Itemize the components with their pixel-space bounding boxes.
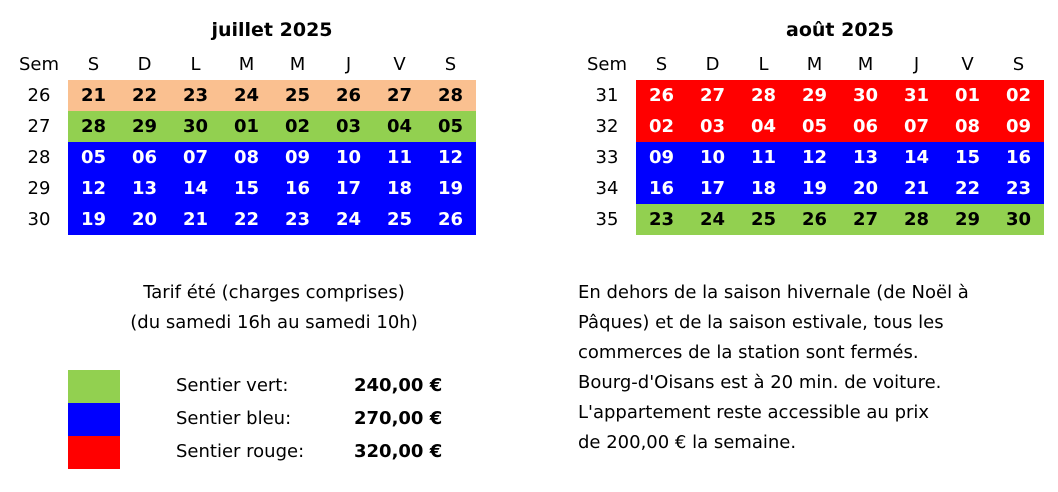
day-cell: 14 bbox=[182, 178, 209, 199]
week-price-band bbox=[636, 142, 1044, 173]
day-cell: 14 bbox=[903, 147, 930, 168]
off-season-note bbox=[578, 278, 1048, 458]
day-cell: 13 bbox=[131, 178, 158, 199]
week-price-band bbox=[68, 204, 476, 235]
day-cell: 29 bbox=[801, 85, 828, 106]
day-cell: 15 bbox=[233, 178, 260, 199]
calendar-title: août 2025 bbox=[786, 19, 894, 41]
week-price-band bbox=[636, 80, 1044, 111]
day-cell: 27 bbox=[386, 85, 413, 106]
day-cell: 19 bbox=[801, 178, 828, 199]
day-cell: 03 bbox=[335, 116, 362, 137]
weekday-label: V bbox=[961, 54, 974, 75]
day-cell: 24 bbox=[335, 209, 362, 230]
calendar-august bbox=[584, 16, 1054, 246]
legend-swatch bbox=[68, 403, 120, 436]
day-cell: 24 bbox=[233, 85, 260, 106]
week-number: 28 bbox=[27, 147, 51, 168]
week-price-band bbox=[68, 80, 476, 111]
week-price-band bbox=[636, 111, 1044, 142]
day-cell: 05 bbox=[80, 147, 107, 168]
weekday-label: M bbox=[806, 54, 823, 75]
day-cell: 07 bbox=[182, 147, 209, 168]
week-number-header: Sem bbox=[18, 54, 60, 75]
week-row bbox=[584, 111, 1044, 142]
day-cell: 20 bbox=[852, 178, 879, 199]
day-cell: 19 bbox=[437, 178, 464, 199]
day-cell: 16 bbox=[1005, 147, 1032, 168]
day-cell: 16 bbox=[648, 178, 675, 199]
legend-row bbox=[68, 370, 488, 403]
legend-label: Sentier rouge: bbox=[176, 441, 305, 462]
day-cell: 06 bbox=[131, 147, 158, 168]
day-cell: 19 bbox=[80, 209, 107, 230]
day-cell: 27 bbox=[699, 85, 726, 106]
legend-swatch bbox=[68, 370, 120, 403]
day-cell: 01 bbox=[233, 116, 260, 137]
day-cell: 11 bbox=[386, 147, 413, 168]
day-cell: 28 bbox=[750, 85, 777, 106]
day-cell: 09 bbox=[284, 147, 311, 168]
day-cell: 08 bbox=[233, 147, 260, 168]
note-line: de 200,00 € la semaine. bbox=[578, 432, 797, 453]
week-number: 32 bbox=[595, 116, 619, 137]
day-cell: 25 bbox=[284, 85, 311, 106]
day-cell: 29 bbox=[131, 116, 158, 137]
day-cell: 04 bbox=[386, 116, 413, 137]
weekday-label: J bbox=[913, 54, 920, 75]
week-number: 30 bbox=[27, 209, 51, 230]
day-cell: 11 bbox=[750, 147, 777, 168]
day-cell: 26 bbox=[801, 209, 828, 230]
week-number-header: Sem bbox=[586, 54, 628, 75]
day-cell: 16 bbox=[284, 178, 311, 199]
day-cell: 02 bbox=[648, 116, 675, 137]
note-line: Pâques) et de la saison estivale, tous les bbox=[578, 312, 944, 333]
week-number: 27 bbox=[27, 116, 51, 137]
day-cell: 24 bbox=[699, 209, 726, 230]
week-price-band bbox=[68, 173, 476, 204]
day-cell: 10 bbox=[699, 147, 726, 168]
weekday-header bbox=[584, 52, 1044, 78]
day-cell: 22 bbox=[954, 178, 981, 199]
week-price-band bbox=[636, 204, 1044, 235]
weekday-label: D bbox=[137, 54, 152, 75]
day-cell: 04 bbox=[750, 116, 777, 137]
day-cell: 28 bbox=[437, 85, 464, 106]
day-cell: 27 bbox=[852, 209, 879, 230]
week-price-band bbox=[68, 111, 476, 142]
calendar-july bbox=[16, 16, 486, 246]
day-cell: 28 bbox=[80, 116, 107, 137]
day-cell: 07 bbox=[903, 116, 930, 137]
week-number: 34 bbox=[595, 178, 619, 199]
weekday-label: S bbox=[655, 54, 668, 75]
day-cell: 26 bbox=[437, 209, 464, 230]
weekday-label: L bbox=[190, 54, 201, 75]
weekday-label: M bbox=[289, 54, 306, 75]
legend-swatch bbox=[68, 436, 120, 469]
day-cell: 12 bbox=[80, 178, 107, 199]
week-number: 29 bbox=[27, 178, 51, 199]
day-cell: 23 bbox=[284, 209, 311, 230]
weekday-label: D bbox=[705, 54, 720, 75]
day-cell: 18 bbox=[386, 178, 413, 199]
weekday-label: M bbox=[238, 54, 255, 75]
day-cell: 23 bbox=[182, 85, 209, 106]
note-line: commerces de la station sont fermés. bbox=[578, 342, 919, 363]
weekday-label: M bbox=[857, 54, 874, 75]
weekday-label: J bbox=[345, 54, 352, 75]
day-cell: 18 bbox=[750, 178, 777, 199]
day-cell: 05 bbox=[437, 116, 464, 137]
legend-price: 240,00 € bbox=[354, 375, 443, 396]
day-cell: 06 bbox=[852, 116, 879, 137]
day-cell: 25 bbox=[386, 209, 413, 230]
week-row bbox=[16, 111, 476, 142]
day-cell: 25 bbox=[750, 209, 777, 230]
day-cell: 02 bbox=[284, 116, 311, 137]
week-row bbox=[16, 142, 476, 173]
day-cell: 20 bbox=[131, 209, 158, 230]
day-cell: 29 bbox=[954, 209, 981, 230]
note-line: Bourg-d'Oisans est à 20 min. de voiture. bbox=[578, 372, 942, 393]
day-cell: 23 bbox=[1005, 178, 1032, 199]
week-row bbox=[584, 204, 1044, 235]
day-cell: 17 bbox=[335, 178, 362, 199]
legend-price: 270,00 € bbox=[354, 408, 443, 429]
day-cell: 02 bbox=[1005, 85, 1032, 106]
week-row bbox=[584, 173, 1044, 204]
day-cell: 21 bbox=[903, 178, 930, 199]
day-cell: 08 bbox=[954, 116, 981, 137]
week-number: 35 bbox=[595, 209, 619, 230]
weekday-label: L bbox=[758, 54, 769, 75]
weekday-label: S bbox=[444, 54, 457, 75]
day-cell: 09 bbox=[648, 147, 675, 168]
week-row bbox=[584, 80, 1044, 111]
tarif-title: Tarif été (charges comprises) bbox=[143, 282, 405, 303]
day-cell: 12 bbox=[437, 147, 464, 168]
day-cell: 17 bbox=[699, 178, 726, 199]
day-cell: 09 bbox=[1005, 116, 1032, 137]
day-cell: 12 bbox=[801, 147, 828, 168]
day-cell: 28 bbox=[903, 209, 930, 230]
week-number: 26 bbox=[27, 85, 51, 106]
week-price-band bbox=[636, 173, 1044, 204]
day-cell: 13 bbox=[852, 147, 879, 168]
day-cell: 30 bbox=[1005, 209, 1032, 230]
day-cell: 05 bbox=[801, 116, 828, 137]
day-cell: 26 bbox=[335, 85, 362, 106]
day-cell: 26 bbox=[648, 85, 675, 106]
week-number: 31 bbox=[595, 85, 619, 106]
legend-label: Sentier bleu: bbox=[176, 408, 292, 429]
day-cell: 15 bbox=[954, 147, 981, 168]
day-cell: 31 bbox=[903, 85, 930, 106]
note-line: En dehors de la saison hivernale (de Noël à bbox=[578, 282, 969, 303]
weekday-label: V bbox=[393, 54, 406, 75]
note-line: L'appartement reste accessible au prix bbox=[578, 402, 930, 423]
day-cell: 21 bbox=[182, 209, 209, 230]
day-cell: 22 bbox=[131, 85, 158, 106]
day-cell: 01 bbox=[954, 85, 981, 106]
day-cell: 03 bbox=[699, 116, 726, 137]
weekday-header bbox=[16, 52, 476, 78]
week-row bbox=[16, 204, 476, 235]
day-cell: 10 bbox=[335, 147, 362, 168]
day-cell: 23 bbox=[648, 209, 675, 230]
day-cell: 30 bbox=[182, 116, 209, 137]
tarif-period: (du samedi 16h au samedi 10h) bbox=[130, 312, 418, 333]
legend-row bbox=[68, 403, 488, 436]
week-row bbox=[16, 80, 476, 111]
legend-row bbox=[68, 436, 488, 469]
week-price-band bbox=[68, 142, 476, 173]
day-cell: 30 bbox=[852, 85, 879, 106]
day-cell: 22 bbox=[233, 209, 260, 230]
calendar-title: juillet 2025 bbox=[211, 19, 333, 41]
week-row bbox=[584, 142, 1044, 173]
weekday-label: S bbox=[1012, 54, 1025, 75]
legend-label: Sentier vert: bbox=[176, 375, 289, 396]
legend-price: 320,00 € bbox=[354, 441, 443, 462]
weekday-label: S bbox=[87, 54, 100, 75]
day-cell: 21 bbox=[80, 85, 107, 106]
week-number: 33 bbox=[595, 147, 619, 168]
week-row bbox=[16, 173, 476, 204]
